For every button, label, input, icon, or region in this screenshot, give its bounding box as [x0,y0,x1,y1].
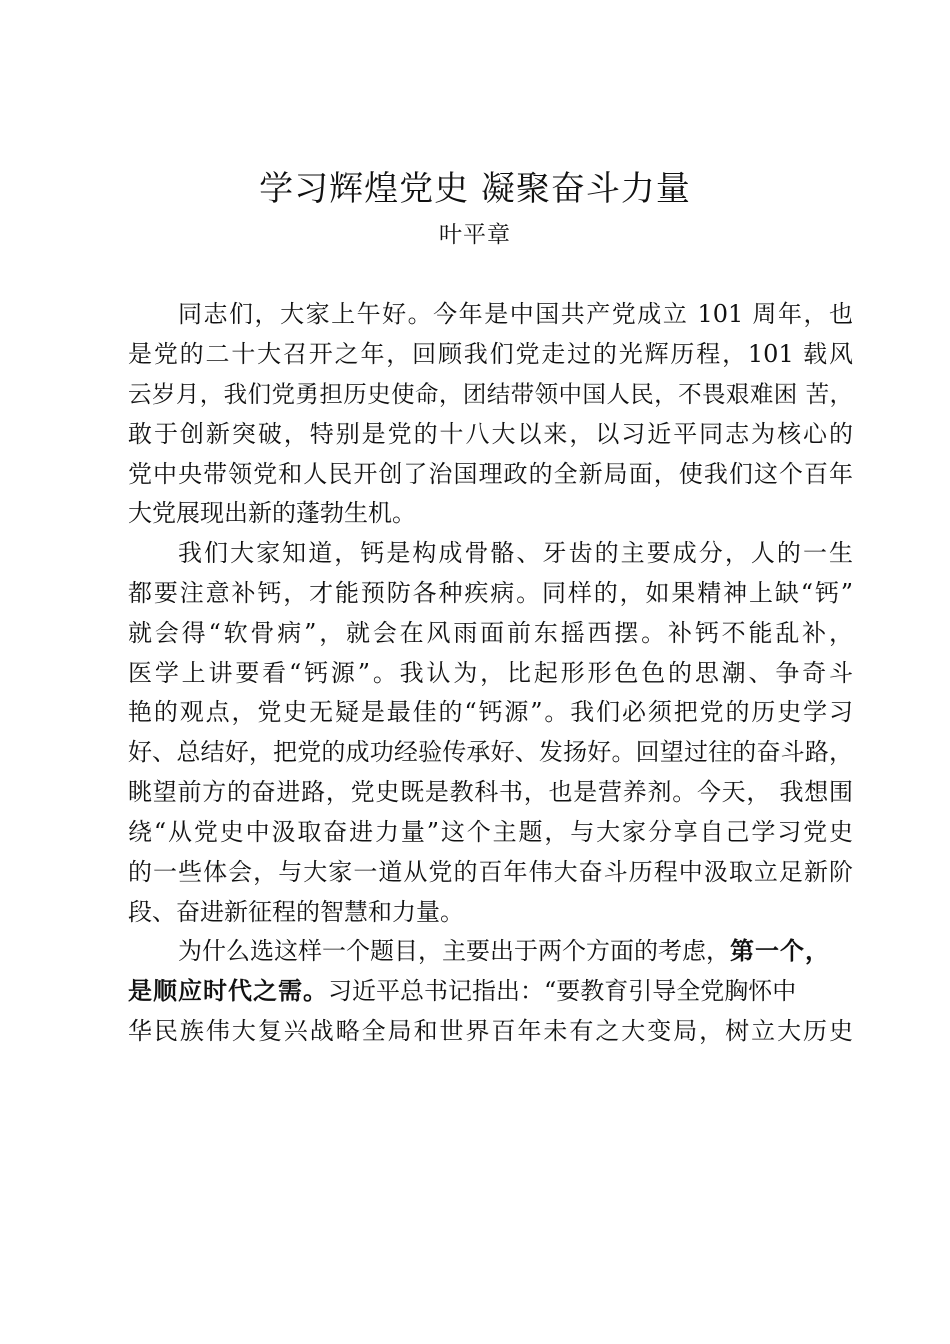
paragraph-1-line-6: 大党展现出新的蓬勃生机。 [128,499,416,527]
paragraph-2-line-10: 段、奋进新征程的智慧和力量。 [128,898,464,926]
paragraph-2-line-8: 绕“从党史中汲取奋进力量”这个主题，与大家分享自己学习党史 [128,818,853,846]
document-author: 叶平章 [439,222,511,248]
paragraph-2-line-9: 的一些体会，与大家一道从党的百年伟大奋斗历程中汲取立足新阶 [128,858,853,886]
paragraph-1-line-4: 敢于创新突破，特别是党的十八大以来，以习近平同志为核心的 [128,420,853,448]
paragraph-2-line-6: 好、总结好，把党的成功经验传承好、发扬好。回望过往的奋斗路， [128,738,853,766]
document-title: 学习辉煌党史 凝聚奋斗力量 [259,169,691,209]
paragraph-2-line-2: 都要注意补钙，才能预防各种疾病。同样的，如果精神上缺“钙” [128,579,853,607]
paragraph-2-line-5: 艳的观点，党史无疑是最佳的“钙源”。我们必须把党的历史学习 [128,698,853,726]
paragraph-2-line-3: 就会得“软骨病”，就会在风雨面前东摇西摆。补钙不能乱补， [128,619,853,647]
paragraph-1-line-5: 党中央带领党和人民开创了治国理政的全新局面，使我们这个百年 [128,460,853,488]
paragraph-2-line-7: 眺望前方的奋进路，党史既是教科书，也是营养剂。今天， 我想围 [128,778,853,806]
paragraph-3-text-1: 为什么选这样一个题目，主要出于两个方面的考虑， [178,937,730,965]
paragraph-3-text-2: 习近平总书记指出：“要教育引导全党胸怀中 [328,977,797,1005]
bold-phrase-first: 第一个， [730,937,830,965]
paragraph-1-line-1: 同志们，大家上午好。今年是中国共产党成立 101 周年，也 [178,300,853,328]
bold-phrase-era: 是顺应时代之需。 [128,977,328,1005]
paragraph-1-line-2: 是党的二十大召开之年，回顾我们党走过的光辉历程，101 载风 [128,340,853,368]
paragraph-3-line-3: 华民族伟大复兴战略全局和世界百年未有之大变局，树立大历史 [128,1017,853,1045]
paragraph-2-line-1: 我们大家知道，钙是构成骨骼、牙齿的主要成分，人的一生 [178,539,853,567]
paragraph-3-line-1 [178,933,853,969]
paragraph-2-line-4: 医学上讲要看“钙源”。我认为，比起形形色色的思潮、争奇斗 [128,659,853,687]
paragraph-1-line-3: 云岁月，我们党勇担历史使命，团结带领中国人民，不畏艰难困 苦， [128,380,853,408]
paragraph-3-line-2 [128,973,853,1009]
